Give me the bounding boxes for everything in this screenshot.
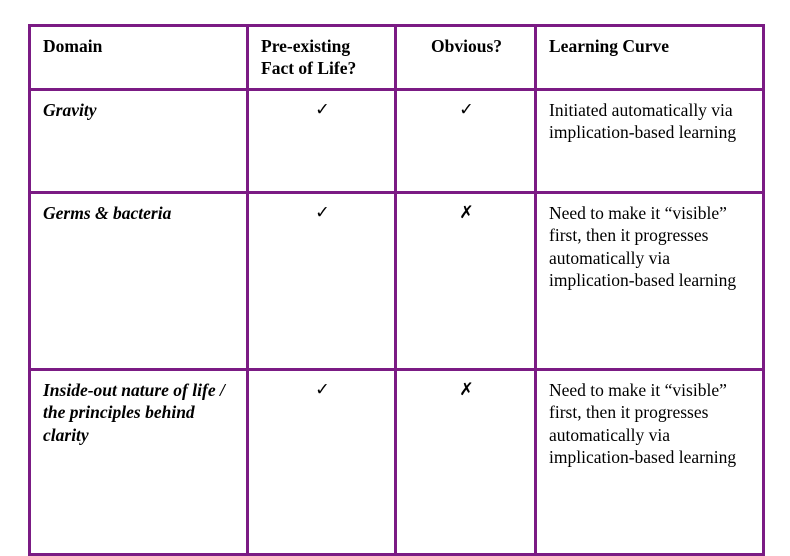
table-row bbox=[30, 89, 764, 192]
column-header-domain: Domain bbox=[30, 26, 248, 90]
learning-curve-table bbox=[28, 24, 765, 556]
column-header-obvious: Obvious? bbox=[396, 26, 536, 90]
cell-obvious-mark: ✗ bbox=[396, 192, 536, 369]
cell-pre-existing-mark: ✓ bbox=[248, 89, 396, 192]
column-header-learning-curve: Learning Curve bbox=[536, 26, 764, 90]
table-row bbox=[30, 192, 764, 369]
table-header bbox=[30, 26, 764, 90]
cell-domain: Gravity bbox=[30, 89, 248, 192]
column-header-pre-existing: Pre-existing Fact of Life? bbox=[248, 26, 396, 90]
cell-domain: Inside-out nature of life / the principles behind clarity bbox=[30, 369, 248, 554]
table-row bbox=[30, 369, 764, 554]
cell-obvious-mark: ✓ bbox=[396, 89, 536, 192]
cell-learning-curve: Need to make it “visible” first, then it progresses automatically via implication-based learning bbox=[536, 369, 764, 554]
cell-learning-curve: Initiated automatically via implication-based learning bbox=[536, 89, 764, 192]
cell-learning-curve: Need to make it “visible” first, then it progresses automatically via implication-based learning bbox=[536, 192, 764, 369]
table-header-row bbox=[30, 26, 764, 90]
cell-obvious-mark: ✗ bbox=[396, 369, 536, 554]
cell-domain: Germs & bacteria bbox=[30, 192, 248, 369]
cell-pre-existing-mark: ✓ bbox=[248, 369, 396, 554]
table-body bbox=[30, 89, 764, 554]
cell-pre-existing-mark: ✓ bbox=[248, 192, 396, 369]
